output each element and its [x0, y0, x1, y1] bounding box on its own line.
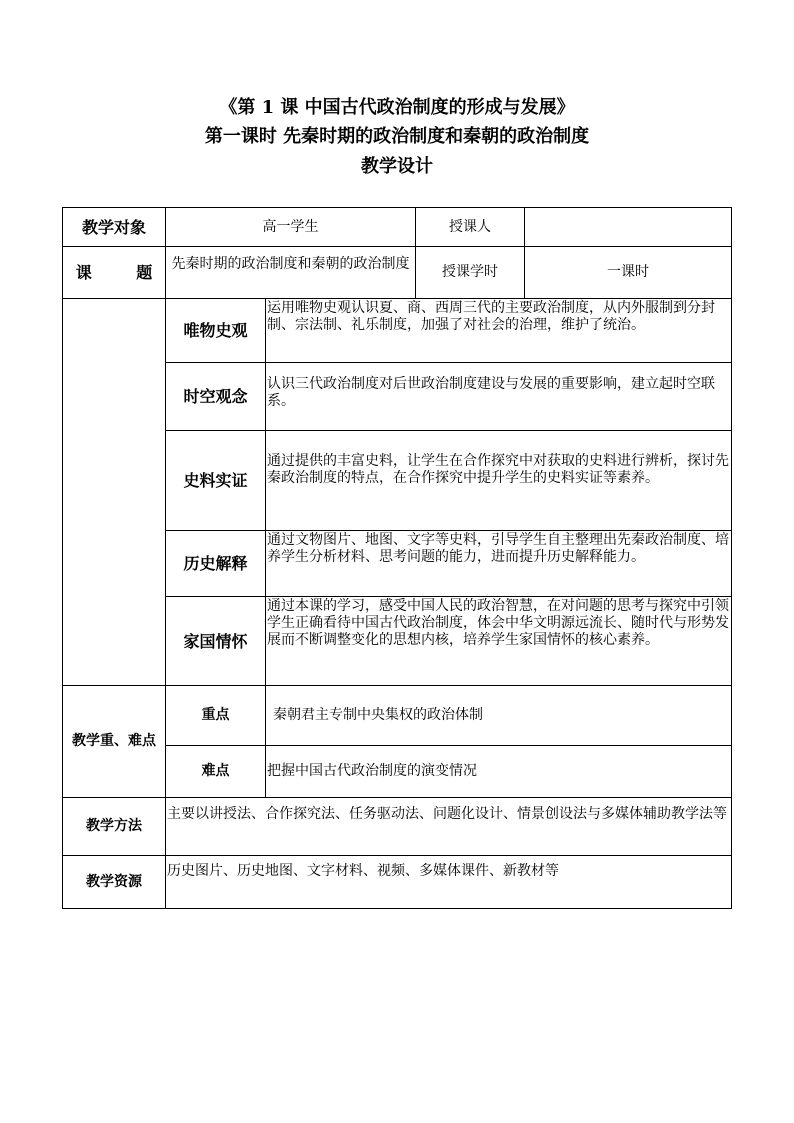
literacy-label-patriotism: 家国情怀 — [183, 631, 248, 651]
literacy-text-spacetime: 认识三代政治制度对后世政治制度建设与发展的重要影响，建立起时空联系。 — [267, 376, 715, 409]
document-title: 《第 1 课 中国古代政治制度的形成与发展》 — [219, 97, 575, 118]
key-points-label: 教学重、难点 — [72, 733, 156, 749]
method-label: 教学方法 — [86, 818, 142, 834]
lesson-subtitle: 第一课时 先秦时期的政治制度和秦朝的政治制度 — [204, 126, 590, 147]
difficult-point-label: 难点 — [201, 763, 230, 779]
literacy-label-evidence: 史料实证 — [183, 471, 248, 490]
literacy-text-patriotism: 通过本课的学习，感受中国人民的政治智慧，在对问题的思考与探究中引领学生正确看待中国古代政治制度，体会中华文明源远流长、随时代与形势发展而不断调整变化的思想内核，培养学生家国情怀的核心素养。 — [267, 598, 729, 648]
method-text: 主要以讲授法、合作探究法、任务驱动法、问题化设计、情景创设法与多媒体辅助教学法等 — [167, 806, 727, 822]
resources-label: 教学资源 — [86, 873, 142, 890]
table-rule — [62, 298, 732, 299]
hours-value: 一课时 — [607, 264, 649, 280]
topic-value: 先秦时期的政治制度和秦朝的政治制度 — [171, 256, 410, 272]
document-type-heading: 教学设计 — [361, 156, 433, 177]
target-value: 高一学生 — [262, 218, 319, 235]
teacher-value — [525, 208, 731, 246]
literacy-label-materialism: 唯物史观 — [183, 321, 248, 340]
difficult-point-text: 把握中国古代政治制度的演变情况 — [267, 763, 477, 779]
literacy-text-evidence: 通过提供的丰富史料，让学生在合作探究中对获取的史料进行辨析，探讨先秦政治制度的特点，在合作探究中提升学生的史料实证等素养。 — [267, 453, 729, 486]
teacher-label: 授课人 — [449, 218, 491, 235]
table-border-bottom — [62, 908, 732, 909]
topic-label: 课 题 — [75, 263, 153, 282]
target-label: 教学对象 — [81, 217, 146, 237]
literacy-label-spacetime: 时空观念 — [183, 387, 248, 406]
literacy-text-materialism: 运用唯物史观认识夏、商、西周三代的主要政治制度，从内外服制到分封制、宗法制、礼乐制度，加强了对社会的治理，维护了统治。 — [267, 300, 715, 333]
literacy-label-interpretation: 历史解释 — [183, 554, 248, 573]
key-point-text: 秦朝君主专制中央集权的政治体制 — [273, 707, 483, 723]
table-border-right — [731, 207, 732, 909]
key-point-label: 重点 — [201, 707, 230, 723]
hours-label: 授课学时 — [442, 264, 498, 280]
resources-text: 历史图片、历史地图、文字材料、视频、多媒体课件、新教材等 — [167, 863, 559, 879]
literacy-text-interpretation: 通过文物图片、地图、文字等史料，引导学生自主整理出先秦政治制度、培养学生分析材料、思考问题的能力，进而提升历史解释能力。 — [267, 532, 729, 565]
